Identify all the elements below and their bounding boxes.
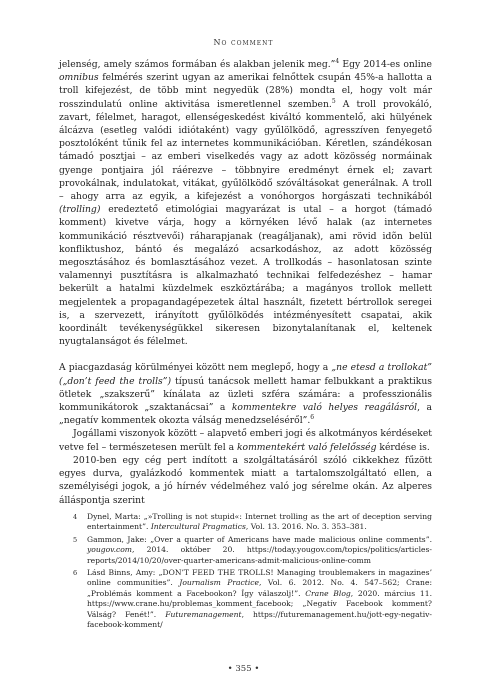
footnote-text — [87, 535, 432, 566]
footnote-6 — [59, 568, 432, 630]
text-segment: , 2014. október 20. https://today.yougov.com/topics/politics/articles-reports/2014/10/20/over-quarter-americans-admit-malicious-online-comm — [87, 545, 432, 565]
text-segment: Jogállami viszonyok között – alapvető emberi jogi és alkotmányos kérdéseket vetve fel – természetesen merült fel a — [59, 428, 432, 453]
text-segment: , a „negatív kommentek okozta válság menedzseléséről”. — [59, 402, 432, 427]
page-number: • 355 • — [227, 664, 260, 674]
emphasis: yougov.com — [87, 545, 133, 555]
emphasis: Futuremanagement — [165, 609, 242, 619]
text-segment: , https://futuremanagement.hu/jott-egy-negativ-facebook-komment/ — [87, 609, 432, 630]
emphasis: „ne etesd a trollokat” („don’t feed the trolls”) — [59, 362, 432, 387]
paragraph-1 — [59, 58, 432, 348]
text-segment: jelenség, amely számos formában és alakban jelenik meg.” — [59, 59, 336, 70]
emphasis: Intercultural Pragmatics — [150, 522, 246, 532]
text-segment: Dynel, Marta: „»Trolling is not stupid«: Internet trolling as the art of deception serving entertainment”. — [87, 512, 432, 532]
text-segment: Gammon, Jake: „Over a quarter of Americans have made malicious online comments”. — [87, 534, 432, 544]
text-segment: A piacgazdaság körülményei között nem meglepő, hogy a — [59, 362, 332, 374]
footnote-number: 4 — [73, 513, 78, 521]
footnote-text — [87, 568, 432, 630]
footnote-number: 5 — [73, 535, 78, 544]
text-segment: eredeztető etimológiai magyarázat is utal – a horgot (támadó komment) kivetve várja, hogy a környéken lévő halak (az internetes kommunikáció résztvevői) ráharapjanak (reagáljanak), ami rövid idõn belül konfliktushoz, bántó és megalázó acsarkodáshoz, az adott közösség megosztásához és bomlasztásához vezet. A trollkodás – hasonlatosan szinte valamennyi pusztításra is alkalmazható technikai felfedezéshez – hamar bekerült a hatalmi küzdelmek eszköztárába; a magányos trollok mellett megjelentek a propagandagépezetek által használt, fizetett bértrollok seregei is, a szervezett, irányított gyűlölködés intézményesített csapatai, akik koordinált tevékenységükkel sikeresen bizonytalanítanak el, keltenek nyugtalanságot és félelmet. — [59, 204, 432, 348]
footnote-ref[interactable]: 6 — [310, 414, 315, 422]
emphasis: kommentekért való felelősség — [236, 441, 377, 453]
emphasis: Crane Blog — [305, 588, 351, 598]
text-segment: A troll provokáló, zavart, félelmet, haragot, ellenségeskedést kiváltó kommentelő, aki hülyének álcázva (esetleg valódi idiótaként) vagy gyűlölködő, agresszíven fenyegető posztolóként tűnik fel az internetes kommunikációban. Kéretlen, szándékosan támadó posztjai – az emberi viselkedés vagy az adott közösség normáinak gyenge pontjaira jól ráérezve – többnyire eredményt érnek el; zavart provokálnak, indulatokat, vitákat, gyűlölködő szóváltásokat generálnak. A troll – ahogy arra az egyik, a kifejezést a vonóhorgos horgászati technikából — [59, 98, 432, 203]
text-segment: , Vol. 13. 2016. No. 3. 353–381. — [245, 522, 367, 532]
footnote-ref[interactable]: 5 — [331, 97, 336, 105]
footnote-ref[interactable]: 4 — [335, 57, 340, 65]
text-segment: felmérés szerint ugyan az amerikai felnőttek csupán 45%-a hallotta a troll kifejezést, de több mint negyedük (28%) mondta el, hogy volt már rosszindulatú online aktivitása ismeretlennel szemben. — [59, 72, 432, 110]
footnote-text — [87, 512, 432, 533]
paragraph-2 — [59, 361, 432, 427]
text-segment: , 2020. március 11. https://www.crane.hu/problemas_komment_facebook; „Negatív Facebook komment? Válság? Fenét!”. — [87, 588, 432, 619]
text-segment: 2010-ben egy cég pert indított a szolgáltatásáról szóló cikkekhez fűzött egyes durva, gyalázkodó kommentek miatt a tartalomszolgáltató ellen, a személyiségi jogok, a jó hírnév védelméhez való jog sérelme okán. Az alperes álláspontja szerint — [59, 454, 432, 506]
text-segment: Lásd Binns, Amy: „DON’T FEED THE TROLLS! Managing troublemakers in magazines’ online communities”. — [87, 568, 432, 588]
text-segment: típusú tanácsok mellett hamar felbukkant a praktikus ötletek „szakszerű” kínálata az üzleti szféra számára: a professzionális kommunikátorok „szaktanácsai” a — [59, 375, 432, 414]
emphasis: omnibus — [59, 72, 99, 84]
paragraph-4 — [59, 454, 432, 507]
main-text — [59, 58, 432, 507]
footnote-5 — [59, 535, 432, 566]
footnote-number: 6 — [73, 569, 78, 578]
text-segment: Egy 2014-es online — [339, 59, 432, 70]
paragraph-3 — [59, 427, 432, 453]
text-segment: , Vol. 6. 2012. No. 4. 547–562; Crane: „Problémás komment a Facebookon? Így válaszolj!”. — [87, 578, 433, 598]
emphasis: kommentekre való helyes reagálásról — [231, 402, 418, 414]
running-head: No comment — [213, 38, 274, 47]
footnotes — [59, 512, 432, 632]
emphasis: (trolling) — [59, 204, 101, 216]
emphasis: Journalism Practice — [179, 578, 260, 588]
text-segment: kérdése is. — [376, 441, 430, 453]
footnote-4 — [59, 512, 432, 533]
